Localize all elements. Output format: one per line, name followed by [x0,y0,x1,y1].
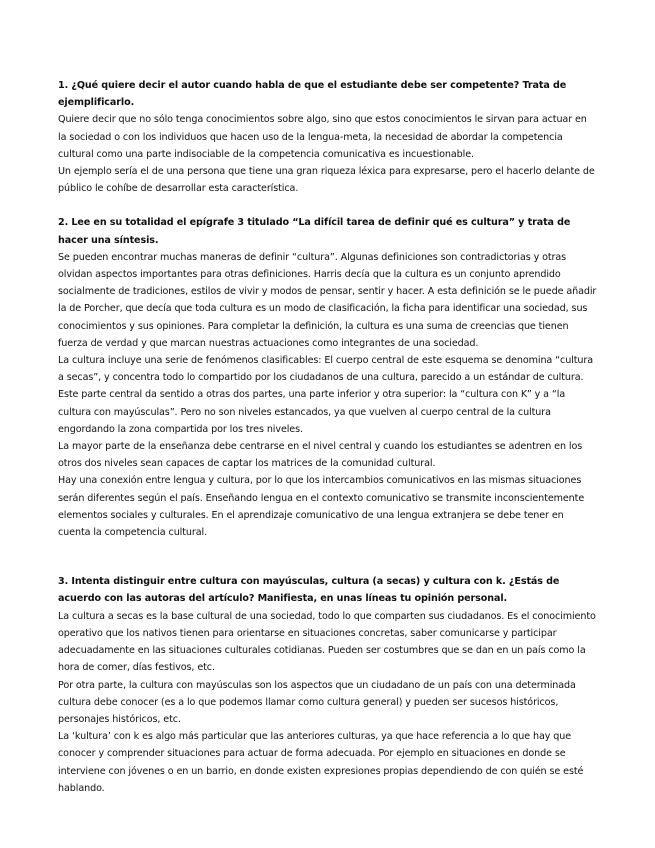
answer-1-paragraph-2: Un ejemplo sería el de una persona que tiene una gran riqueza léxica para expresarse, pero el hacerlo delante de público le cohíbe de desarrollar esta característica. [58,166,595,195]
answer-2-paragraph-1: Se pueden encontrar muchas maneras de definir “cultura”. Algunas definiciones son contradictorias y otras olvidan aspectos importantes para otras definiciones. Harris decía que la cultura es un conjunto aprendido socialmente de tradiciones, estilos de vivir y modos de pensar, sentir y hacer. A esta definición se le puede añadir la de Porcher, que decía que toda cultura es un modo de clasificación, la ficha para identificar una sociedad, sus conocimientos y sus opiniones. Para completar la definición, la cultura es una suma de creencias que tienen fuerza de verdad y que marcan nuestras actuaciones como integrantes de una sociedad. [58,251,597,349]
document-body [58,77,598,797]
answer-3-paragraph-1: La cultura a secas es la base cultural de una sociedad, todo lo que comparten sus ciudadanos. Es el conocimiento operativo que los nativos tienen para orientarse en situaciones concretas, saber comunicarse y participar adecuadamente en las situaciones culturales cotidianas. Pueden ser costumbres que se dan en un país como la hora de comer, días festivos, etc. [58,610,596,674]
answer-3-paragraph-3: La ‘kultura’ con k es algo más particular que las anteriores culturas, ya que hace referencia a lo que hay que conocer y comprender situaciones para actuar de forma adecuada. Por ejemplo en situaciones en donde se interviene con jóvenes o en un barrio, en donde existen expresiones propias dependiendo de con quién se esté hablando. [58,731,584,794]
section-3 [58,573,598,797]
question-2: 2. Lee en su totalidad el epígrafe 3 titulado “La difícil tarea de definir qué es cultura” y trata de hacer una síntesis. [58,217,571,246]
answer-2-paragraph-4: Hay una conexión entre lengua y cultura, por lo que los intercambios comunicativos en las mismas situaciones serán diferentes según el país. Enseñando lengua en el contexto comunicativo se transmite inconscientemente elementos sociales y culturales. En el aprendizaje comunicativo de una lengua extranjera se debe tener en cuenta la competencia cultural. [58,475,585,539]
section-2 [58,214,598,541]
answer-1-paragraph-1: Quiere decir que no sólo tenga conocimientos sobre algo, sino que estos conocimientos le sirvan para actuar en la sociedad o con los individuos que hacen uso de la lengua-meta, la necesidad de abordar la competencia cultural como una parte indisociable de la competencia comunicativa es incuestionable. [58,114,587,160]
answer-2-paragraph-2: La cultura incluye una serie de fenómenos clasificables: El cuerpo central de este esquema se denomina “cultura a secas”, y concentra todo lo compartido por los ciudadanos de una cultura, parecido a un estándar de cultura. Este parte central da sentido a otras dos partes, una parte inferior y otra superior: la “cultura con K” y a “la cultura con mayúsculas”. Pero no son niveles estancados, ya que vuelven al cuerpo central de la cultura engordando la zona compartida por los tres niveles. [58,355,594,435]
question-1: 1. ¿Qué quiere decir el autor cuando habla de que el estudiante debe ser competente? Trata de ejemplificarlo. [58,80,567,109]
section-1 [58,77,598,197]
answer-3-paragraph-2: Por otra parte, la cultura con mayúsculas son los aspectos que un ciudadano de un país con una determinada cultura debe conocer (es a lo que podemos llamar como cultura general) y pueden ser sucesos históricos, personajes históricos, etc. [58,679,576,725]
question-3: 3. Intenta distinguir entre cultura con mayúsculas, cultura (a secas) y cultura con k. ¿Estás de acuerdo con las autoras del artículo? Manifiesta, en unas líneas tu opinión personal. [58,576,560,605]
answer-2-paragraph-3: La mayor parte de la enseñanza debe centrarse en el nivel central y cuando los estudiantes se adentren en los otros dos niveles sean capaces de captar los matrices de la comunidad cultural. [58,441,583,470]
